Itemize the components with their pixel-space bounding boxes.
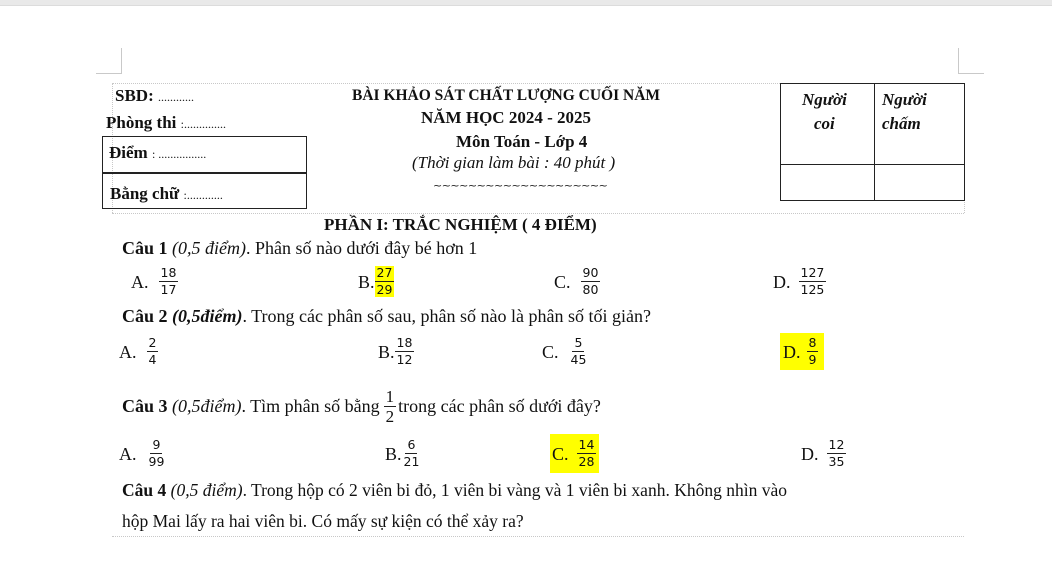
- bang-chu-dots: :............: [183, 188, 223, 202]
- phong-thi-dots: :..............: [180, 117, 226, 131]
- question-2-text: . Trong các phân số sau, phân số nào là phân số tối giản?: [242, 306, 651, 326]
- q1-option-d[interactable]: [773, 266, 828, 297]
- q1-option-c-num: 90: [582, 265, 599, 280]
- question-4-text: . Trong hộp có 2 viên bi đỏ, 1 viên bi vàng và 1 viên bi xanh. Không nhìn vào: [242, 480, 787, 500]
- nguoi-coi-line1: Người: [802, 90, 847, 109]
- school-year: NĂM HỌC 2024 - 2025: [421, 108, 591, 127]
- grader-table-vline: [874, 83, 875, 201]
- sbd-line: [115, 86, 194, 107]
- question-3-points: (0,5điểm): [172, 396, 242, 416]
- crop-mark-top-right: [958, 48, 984, 74]
- question-2-points: (0,5điểm): [172, 306, 243, 326]
- q2-option-a-num: 2: [148, 335, 157, 350]
- nguoi-cham-line2: chấm: [882, 114, 921, 133]
- subject-title: Môn Toán - Lớp 4: [456, 132, 588, 151]
- q2-option-d-den: 9: [808, 352, 817, 367]
- q3-option-a-num: 9: [152, 437, 161, 452]
- window-top-bar: [0, 0, 1052, 6]
- q3-option-b-fraction: [402, 438, 422, 469]
- phong-thi-label: Phòng thi: [106, 113, 177, 132]
- q3-option-c-fraction: [577, 438, 597, 469]
- question-1-text: . Phân số nào dưới đây bé hơn 1: [246, 238, 478, 258]
- question-1-label: Câu 1: [122, 238, 168, 258]
- bang-chu-line: [110, 184, 223, 205]
- question-1-points: (0,5 điểm): [172, 238, 246, 258]
- q3-option-c[interactable]: [550, 434, 599, 473]
- margin-guide-bottom: [112, 536, 964, 537]
- q2-option-a[interactable]: [119, 336, 160, 367]
- q2-option-b-fraction: [395, 336, 415, 367]
- q1-option-a-num: 18: [160, 265, 177, 280]
- q1-option-d-fraction: [799, 266, 827, 297]
- grader-table-hline: [780, 164, 965, 165]
- nguoi-coi-line2: coi: [814, 114, 835, 133]
- duration-note: (Thời gian làm bài : 40 phút ): [412, 153, 616, 172]
- q2-option-a-letter: A.: [119, 341, 137, 362]
- q2-option-d[interactable]: [780, 333, 824, 370]
- q3-option-b-letter: B.: [385, 443, 402, 464]
- q2-option-a-den: 4: [148, 352, 157, 367]
- diem-label: Điểm: [109, 143, 148, 162]
- q3-option-a[interactable]: [119, 438, 168, 469]
- q1-option-c-fraction: [581, 266, 601, 297]
- diem-dots: : ................: [151, 147, 207, 161]
- q1-option-a-fraction: [159, 266, 179, 297]
- q1-option-a-den: 17: [160, 282, 177, 297]
- q1-option-b[interactable]: [358, 266, 396, 297]
- question-3-text-before: . Tìm phân số bằng: [241, 396, 380, 416]
- q3-option-c-den: 28: [578, 454, 595, 469]
- sbd-label: SBD:: [115, 86, 154, 105]
- margin-guide-header: [112, 213, 964, 214]
- question-3-label: Câu 3: [122, 396, 168, 416]
- question-2: [122, 306, 651, 326]
- sbd-dots: ............: [157, 90, 194, 104]
- q2-option-c-den: 45: [570, 352, 587, 367]
- q3-option-b[interactable]: [385, 438, 423, 469]
- question-4-line-2: hộp Mai lấy ra hai viên bi. Có mấy sự kiện có thể xảy ra?: [122, 511, 524, 531]
- exam-title: BÀI KHẢO SÁT CHẤT LƯỢNG CUỐI NĂM: [352, 87, 661, 104]
- question-3-frac-num: 1: [385, 386, 395, 406]
- q1-option-c-den: 80: [582, 282, 599, 297]
- q2-option-b-num: 18: [396, 335, 413, 350]
- bang-chu-label: Bằng chữ: [110, 184, 180, 203]
- question-3: [122, 386, 601, 426]
- q2-option-c-letter: C.: [542, 341, 559, 362]
- nguoi-cham-line1: Người: [882, 90, 927, 109]
- phong-thi-line: [106, 113, 226, 134]
- q3-option-d[interactable]: [801, 438, 848, 469]
- q1-option-b-letter: B.: [358, 271, 375, 292]
- q2-option-b-letter: B.: [378, 341, 395, 362]
- q2-option-b-den: 12: [396, 352, 413, 367]
- q1-option-d-num: 127: [800, 265, 825, 280]
- q3-option-b-num: 6: [407, 437, 416, 452]
- q2-option-a-fraction: [147, 336, 159, 367]
- q1-option-d-letter: D.: [773, 271, 791, 292]
- crop-mark-top-left: [96, 48, 122, 74]
- question-4-points: (0,5 điểm): [170, 480, 243, 500]
- q3-option-c-letter: C.: [552, 443, 569, 464]
- question-3-fraction: [384, 388, 397, 425]
- question-1: [122, 238, 477, 258]
- q2-option-b[interactable]: [378, 336, 416, 367]
- q3-option-d-den: 35: [828, 454, 845, 469]
- q3-option-d-fraction: [827, 438, 847, 469]
- q2-option-c-fraction: [569, 336, 589, 367]
- q2-option-d-letter: D.: [783, 341, 801, 362]
- q3-option-a-letter: A.: [119, 443, 137, 464]
- question-4-label: Câu 4: [122, 480, 167, 500]
- q3-option-c-num: 14: [578, 437, 595, 452]
- q3-option-a-fraction: [147, 438, 167, 469]
- q1-option-b-num: 27: [376, 265, 393, 280]
- question-3-text-after: trong các phân số dưới đây?: [398, 396, 601, 416]
- question-3-frac-den: 2: [385, 406, 395, 426]
- q1-option-c-letter: C.: [554, 271, 571, 292]
- q3-option-d-num: 12: [828, 437, 845, 452]
- question-2-label: Câu 2: [122, 306, 168, 326]
- section-title: PHẦN I: TRẮC NGHIỆM ( 4 ĐIỂM): [324, 215, 597, 234]
- q3-option-d-letter: D.: [801, 443, 819, 464]
- q2-option-d-fraction: [807, 336, 819, 367]
- q2-option-d-num: 8: [808, 335, 817, 350]
- q3-option-b-den: 21: [403, 454, 420, 469]
- q1-option-b-den: 29: [376, 282, 393, 297]
- q2-option-c-num: 5: [574, 335, 583, 350]
- q1-option-d-den: 125: [800, 282, 825, 297]
- q1-option-c[interactable]: [554, 266, 602, 297]
- q1-option-a-letter: A.: [131, 271, 149, 292]
- q3-option-a-den: 99: [148, 454, 165, 469]
- q1-option-a[interactable]: [131, 266, 180, 297]
- q1-option-b-fraction: [375, 266, 395, 297]
- diem-line: [109, 143, 206, 164]
- title-wave-divider: ~~~~~~~~~~~~~~~~~~~~: [433, 179, 608, 192]
- q2-option-c[interactable]: [542, 336, 590, 367]
- question-4: [122, 480, 787, 500]
